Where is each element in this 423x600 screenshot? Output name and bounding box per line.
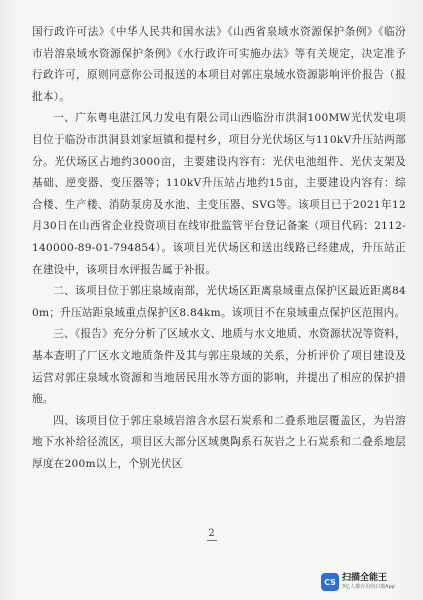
paragraph-item-3-report-analysis: 三、《报告》充分分析了区域水文、地质与水文地质、水资源状况等资料，基本查明了厂区水文地质条件及其与郭庄泉域的关系，分析评价了项目建设及运营对郭庄泉域水资源和当地居民用水等方面的影响，并提出了相应的保护措施。 [32,328,406,406]
scanner-watermark [321,570,417,594]
camscanner-logo-icon: CS [321,573,339,591]
paragraph-item-2-location: 二、该项目位于郭庄泉域南部，光伏场区距离泉域重点保护区最近距离840m；升压站距泉域重点保护区8.84km。该项目不在泉域重点保护区范围内。 [32,285,406,319]
scanner-app-subtitle: 3亿人都在用的扫描App [342,584,395,590]
paragraph-item-1-project-overview: 一、广东粤电湛江风力发电有限公司山西临汾市洪洞100MW光伏发电项目位于临汾市洪洞县刘家垣镇和提村乡，项目分光伏场区与110kV升压站两部分。光伏场区占地约3000亩，主要建设内容有：光伏电池组件、光伏支架及基础、逆变器、变压器等；110kV升压站占地约15亩，主要建设内容有：综合楼、生产楼、消防泵房及水池、主变压器、SVG等。该项目已于2021年12月30日在山西省企业投资项目在线审批监管平台登记备案（项目代码：2112-140000-89-01-794854）。该项目光伏场区和送出线路已经建成，升压站正在建设中，该项目水评报告属于补报。 [32,112,406,276]
paragraph-item-4-geology: 四、该项目位于郭庄泉域岩溶含水层石炭系和二叠系地层覆盖区，为岩溶地下水补给径流区，项目区大部分区域奥陶系石灰岩之上石炭系和二叠系地层厚度在200m以上，个别光伏区 [32,414,406,470]
scanner-label [342,574,395,590]
scanner-app-name: 扫描全能王 [342,573,388,583]
document-body [32,22,406,475]
page-number [0,528,423,541]
page-number-value: 2 [208,528,215,539]
paragraph-regulations: 国行政许可法》《中华人民共和国水法》《山西省泉域水资源保护条例》《临汾市岩溶泉域水资源保护条例》《水行政许可实施办法》等有关规定，决定准予行政许可，原则同意你公司报送的本项目对郭庄泉域水资源影响评价报告（报批本）。 [32,26,406,103]
